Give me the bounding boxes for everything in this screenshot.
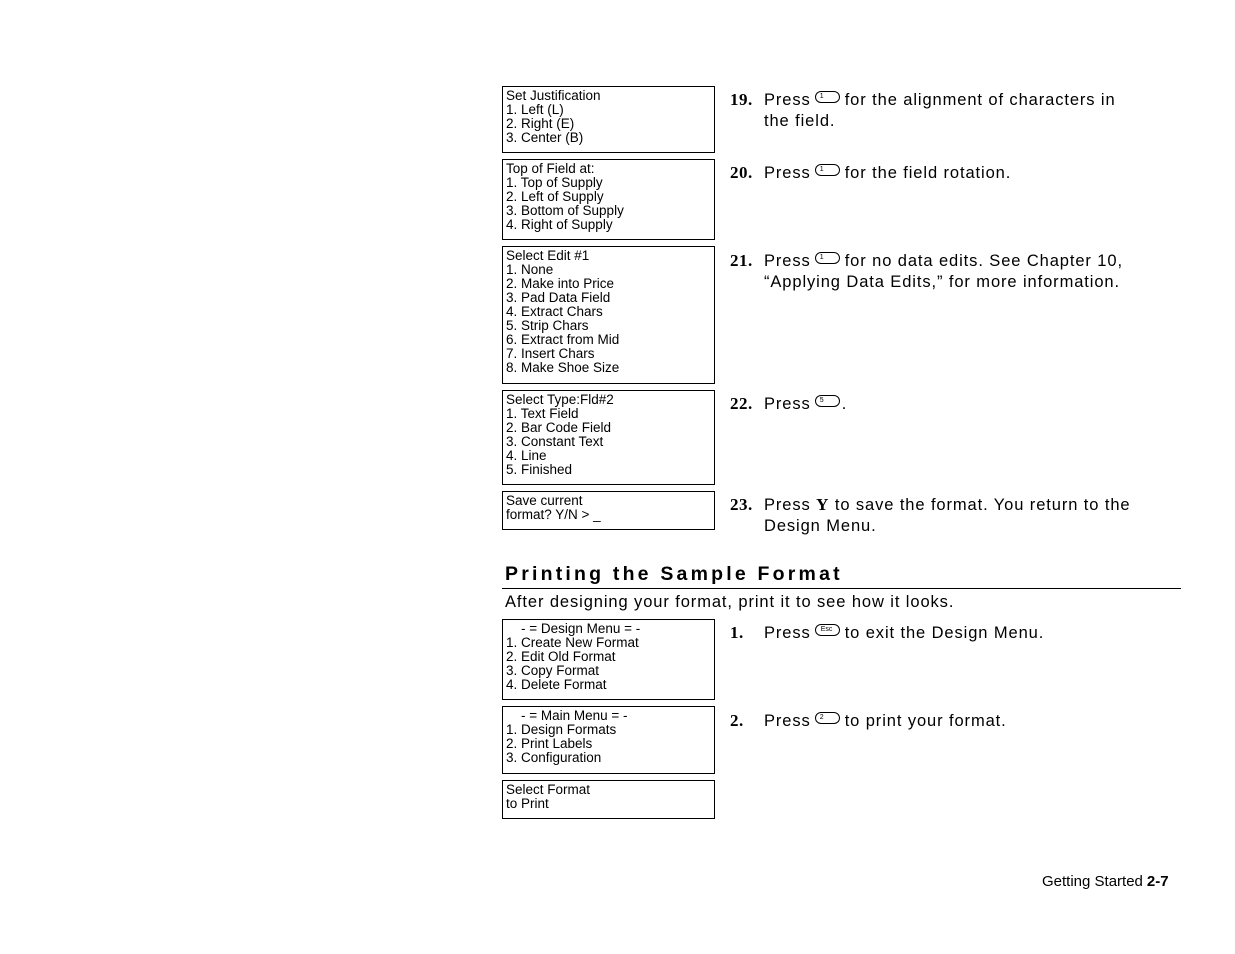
screen-line: 1. None: [506, 262, 554, 277]
screen-line: 3. Center (B): [506, 130, 584, 145]
screen-line: 2. Print Labels: [506, 736, 593, 751]
screen-line: 4. Right of Supply: [506, 217, 613, 232]
step-instruction: for the alignment of characters in: [844, 91, 1116, 109]
screen-line: 2. Left of Supply: [506, 189, 604, 204]
screen-line: - = Main Menu = -: [506, 708, 628, 723]
display-screen-top-of-field: [502, 159, 715, 240]
screen-line: 4. Line: [506, 448, 547, 463]
key-esc-icon: Esc: [815, 624, 840, 636]
screen-line: Select Format: [506, 782, 591, 797]
screen-line: format? Y/N > _: [506, 507, 601, 522]
screen-line: 2. Right (E): [506, 116, 575, 131]
step-press-text: Press: [764, 252, 811, 270]
screen-line: Save current: [506, 493, 583, 508]
screen-line: 5. Finished: [506, 462, 573, 477]
step-text: [764, 394, 1180, 415]
screen-line: 3. Constant Text: [506, 434, 604, 449]
key-1-icon: 1: [815, 164, 840, 176]
step-instruction: for no data edits. See Chapter 10,: [844, 252, 1123, 270]
screen-line: 2. Edit Old Format: [506, 649, 616, 664]
screen-line: 7. Insert Chars: [506, 346, 595, 361]
screen-line: 8. Make Shoe Size: [506, 360, 620, 375]
display-screen-main-menu: [502, 706, 715, 774]
step-number: 19.: [730, 90, 753, 109]
display-screen-save-format: [502, 491, 715, 530]
screen-line: 3. Copy Format: [506, 663, 600, 678]
screen-line: 2. Make into Price: [506, 276, 615, 291]
screen-line: 6. Extract from Mid: [506, 332, 620, 347]
step-number: 2.: [730, 711, 744, 730]
footer-chapter: Getting Started: [1042, 873, 1143, 890]
screen-line: 3. Configuration: [506, 750, 602, 765]
step-instruction: for the field rotation.: [844, 164, 1012, 182]
screen-line: Top of Field at:: [506, 161, 595, 176]
display-screen-set-justification: [502, 86, 715, 153]
step-press-text: Press: [764, 91, 811, 109]
page-footer: [1042, 873, 1169, 890]
screen-line: 4. Delete Format: [506, 677, 607, 692]
screen-line: 1. Text Field: [506, 406, 579, 421]
key-5-icon: 5: [815, 395, 840, 407]
key-y-label: Y: [816, 495, 830, 514]
step-instruction: .: [841, 395, 848, 413]
screen-line: 5. Strip Chars: [506, 318, 589, 333]
step-text: [764, 711, 1180, 732]
step-instruction: to save the format. You return to the: [834, 496, 1131, 514]
screen-line: 1. Design Formats: [506, 722, 617, 737]
step-text: [764, 251, 1180, 292]
screen-line: 4. Extract Chars: [506, 304, 603, 319]
step-number: 20.: [730, 163, 753, 182]
display-screen-select-format: [502, 780, 715, 819]
step-text: [764, 90, 1180, 131]
display-screen-select-type: [502, 390, 715, 485]
step-number: 22.: [730, 394, 753, 413]
screen-line: 1. Top of Supply: [506, 175, 603, 190]
screen-line: 1. Create New Format: [506, 635, 639, 650]
step-instruction-continued: “Applying Data Edits,” for more information.: [764, 272, 1120, 291]
step-text: [764, 495, 1180, 536]
step-press-text: Press: [764, 164, 811, 182]
screen-line: 3. Pad Data Field: [506, 290, 611, 305]
step-instruction: to exit the Design Menu.: [844, 624, 1045, 642]
section-intro: After designing your format, print it to see how it looks.: [505, 593, 955, 611]
screen-line: 1. Left (L): [506, 102, 564, 117]
step-press-text: Press: [764, 624, 811, 642]
step-press-text: Press: [764, 496, 811, 514]
key-2-icon: 2: [815, 712, 840, 724]
screen-line: - = Design Menu = -: [506, 621, 641, 636]
screen-line: Select Edit #1: [506, 248, 590, 263]
footer-page-number: 2-7: [1146, 873, 1169, 890]
screen-line: 2. Bar Code Field: [506, 420, 612, 435]
step-number: 1.: [730, 623, 744, 642]
step-press-text: Press: [764, 712, 811, 730]
step-instruction-continued: Design Menu.: [764, 516, 877, 535]
key-1-icon: 1: [815, 91, 840, 103]
display-screen-design-menu: [502, 619, 715, 700]
heading-rule: [502, 588, 1181, 589]
screen-line: Set Justification: [506, 88, 601, 103]
step-instruction-continued: the field.: [764, 111, 836, 130]
key-1-icon: 1: [815, 252, 840, 264]
section-heading: Printing the Sample Format: [505, 563, 843, 585]
step-press-text: Press: [764, 395, 811, 413]
screen-line: Select Type:Fld#2: [506, 392, 614, 407]
step-text: [764, 163, 1180, 184]
display-screen-select-edit: [502, 246, 715, 384]
screen-line: 3. Bottom of Supply: [506, 203, 624, 218]
step-text: [764, 623, 1180, 644]
step-instruction: to print your format.: [844, 712, 1007, 730]
screen-line: to Print: [506, 796, 549, 811]
step-number: 23.: [730, 495, 753, 514]
step-number: 21.: [730, 251, 753, 270]
